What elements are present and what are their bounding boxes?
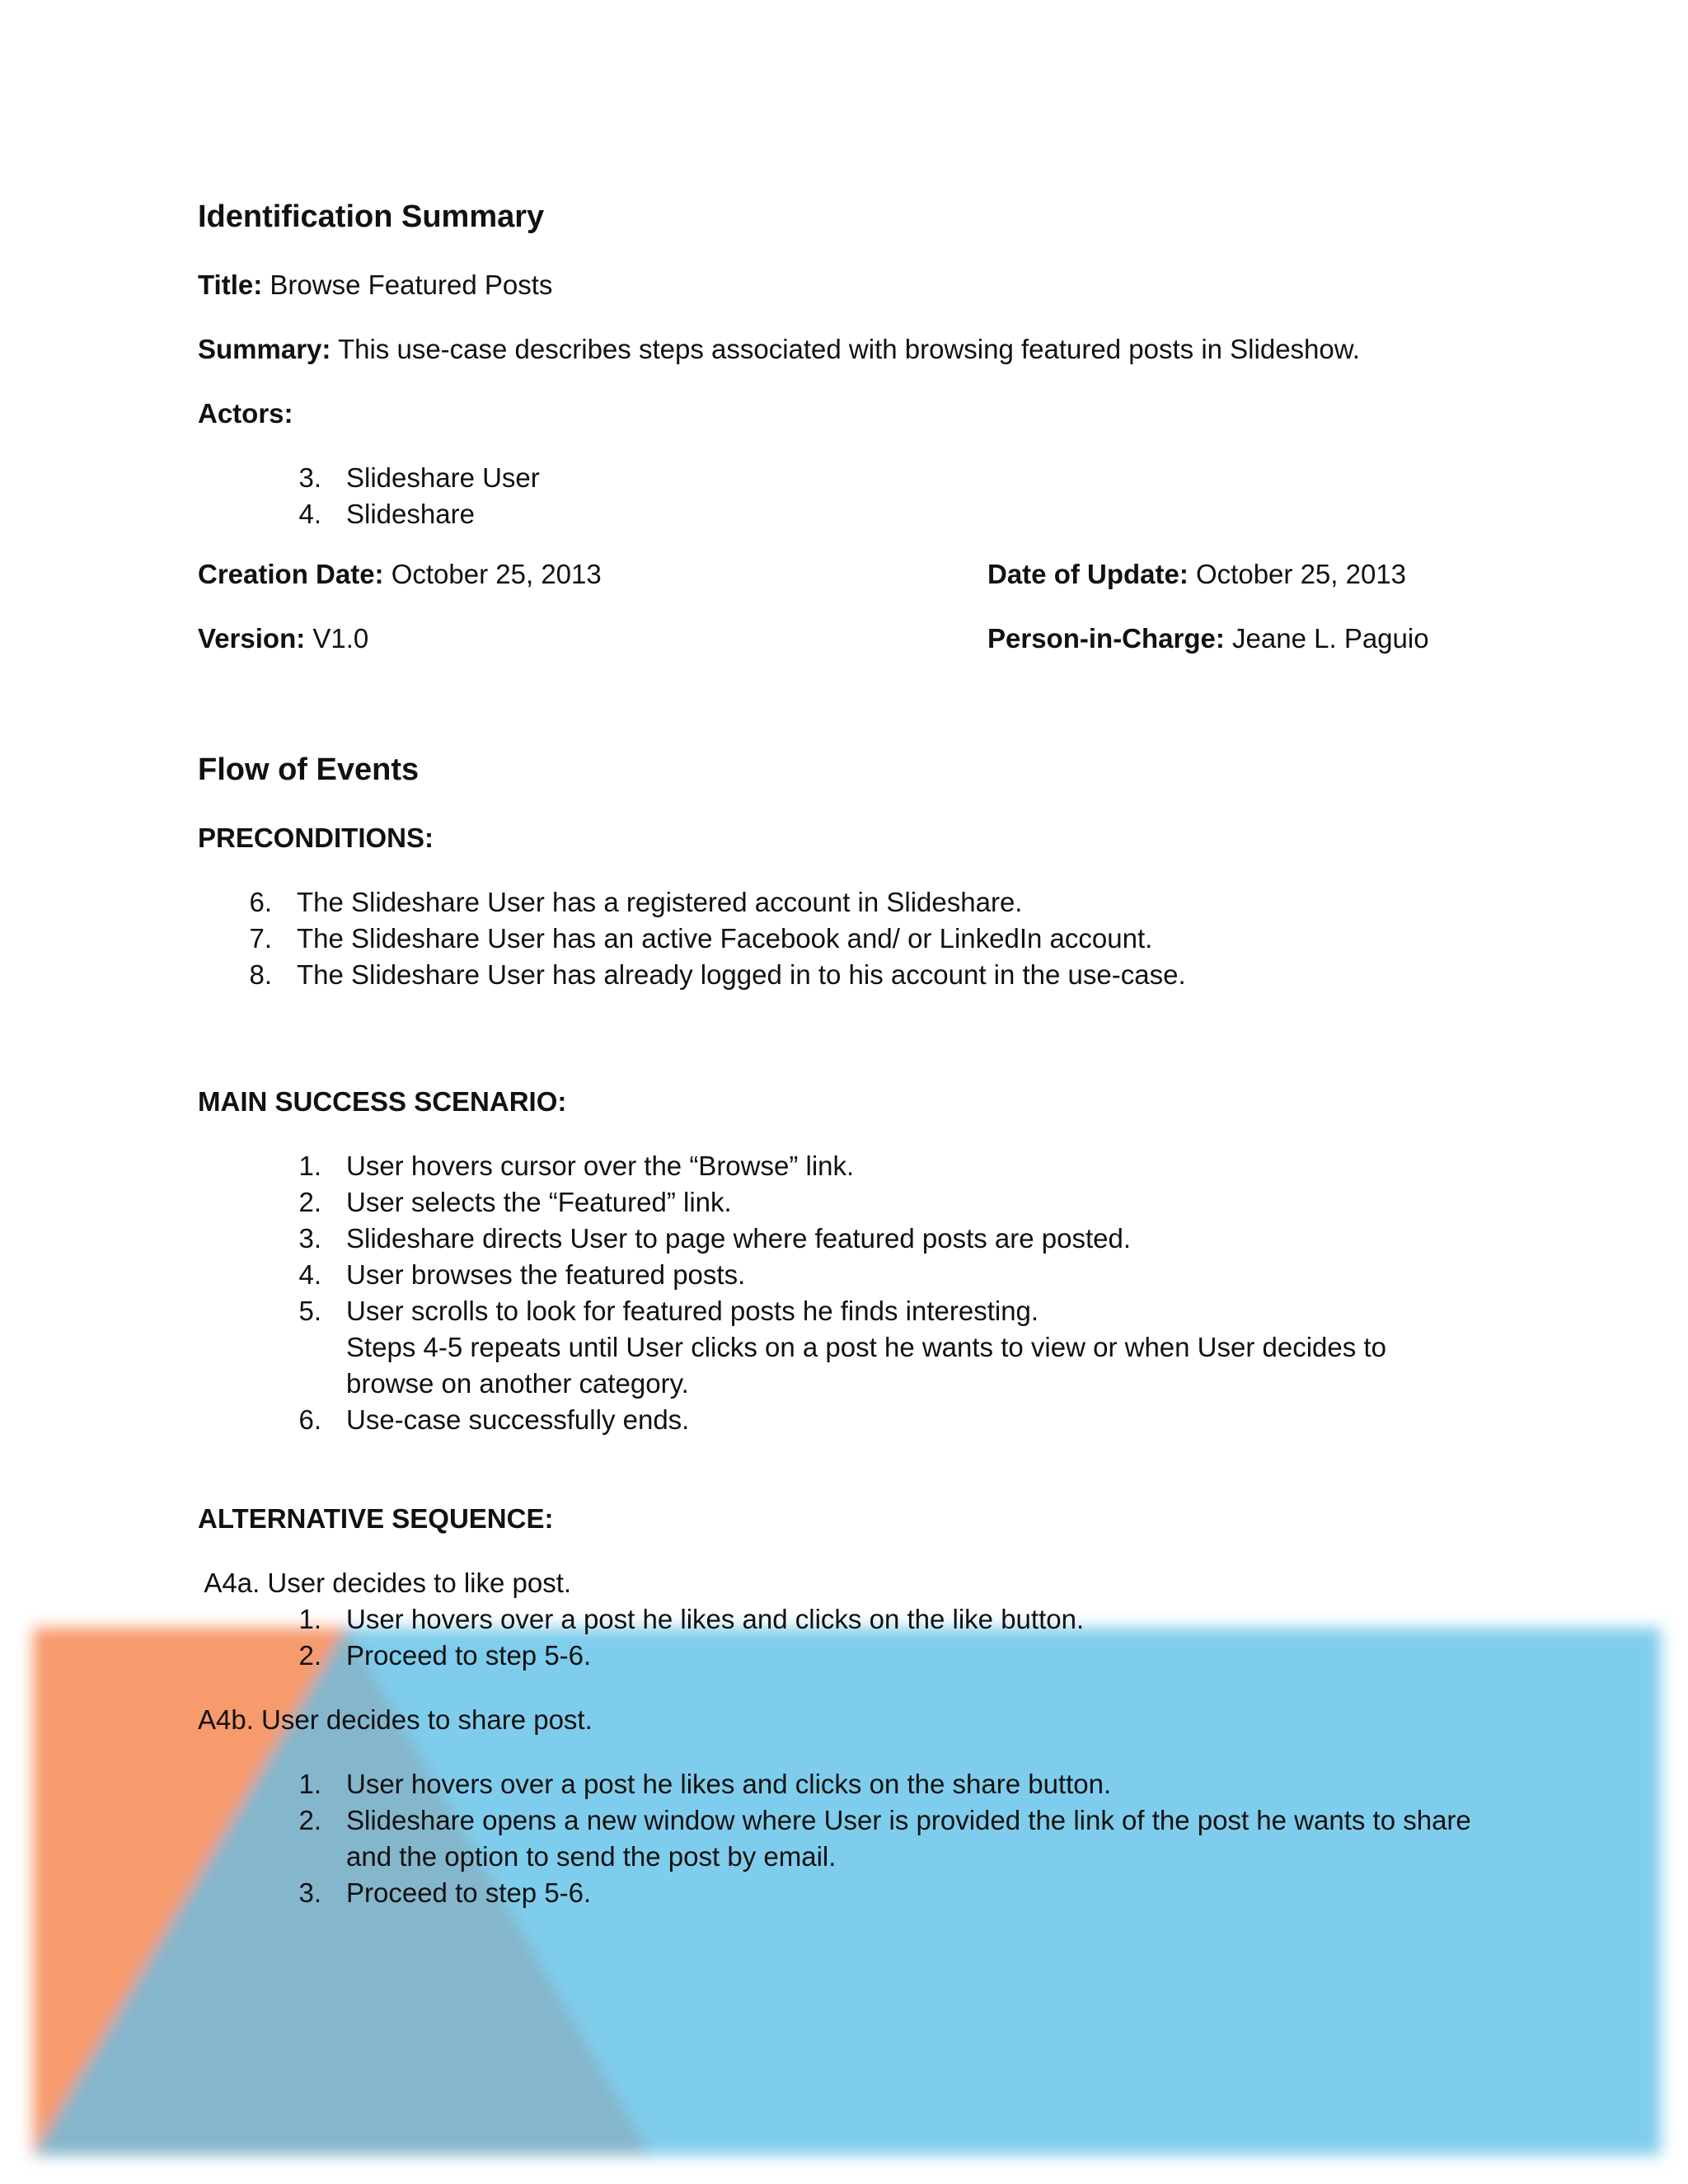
main-scenario-label: MAIN SUCCESS SCENARIO:	[198, 1086, 567, 1117]
alternative-sequence-label: ALTERNATIVE SEQUENCE:	[198, 1503, 554, 1534]
person-label: Person-in-Charge:	[987, 623, 1225, 654]
person-row	[987, 621, 1429, 657]
version-row	[198, 621, 368, 657]
identification-heading: Identification Summary	[198, 199, 545, 234]
alt-a-title: A4a. User decides to like post.	[198, 1568, 572, 1598]
creation-date-value: October 25, 2013	[391, 559, 602, 589]
flow-heading: Flow of Events	[198, 752, 420, 787]
summary-label: Summary:	[198, 334, 331, 364]
alt-b-continuation: and the option to send the post by email.	[346, 1841, 837, 1872]
preconditions-label: PRECONDITIONS:	[198, 823, 434, 853]
title-label: Title:	[198, 269, 263, 300]
summary-row	[198, 331, 1360, 368]
version-label: Version:	[198, 623, 306, 654]
main-note-line-1: Steps 4-5 repeats until User clicks on a post he wants to view or when User decides to	[346, 1332, 1386, 1362]
update-date-row	[987, 556, 1406, 593]
alt-b-title: A4b. User decides to share post.	[198, 1704, 593, 1735]
main-note-line-2: browse on another category.	[346, 1368, 689, 1399]
person-value: Jeane L. Paguio	[1232, 623, 1429, 654]
title-row	[198, 267, 552, 303]
summary-value: This use-case describes steps associated with browsing featured posts in Slideshow.	[337, 334, 1360, 364]
title-value: Browse Featured Posts	[270, 269, 553, 300]
update-date-label: Date of Update:	[987, 559, 1189, 589]
version-value: V1.0	[312, 623, 369, 654]
actors-label: Actors:	[198, 398, 293, 429]
document-page: Identification Summary Title: Browse Featured Posts Summary: This use-case describes steps associated with browsing featured posts in Slideshow. Actors: 3. Slideshare User 4. Slideshare Creation Date: October 25, 2013 Date of Update: October 25, 2013 Version: V1.0 Person-in-Charge: Jeane L. Paguio Flow of Events PRECONDITIONS: 6. The Slideshare User has a registered account in Slideshare. 7. The Slideshare User has an active Facebook and/ or LinkedIn account. 8. The Slideshare User has already logged in to his account in the use-case. MAIN SUCCESS SCENARIO: 1. User hovers cursor over the “Browse” link. 2. User selects the “Featured” link. 3. Slideshare directs User to page where featured posts are posted. 4. User browses the featured posts. 5. User scrolls to look for featured posts he finds interesting. Steps 4-5 repeats until User clicks on a post he wants to view or when User decides to browse on another category. 6. Use-case successfully ends. ALTERNATIVE SEQUENCE: A4a. User decides to like post. 1. User hovers over a post he likes and clicks on the like button. 2. Proceed to step 5-6. A4b. User decides to share post. 1. User hovers over a post he likes and clicks on the share button. 2. Slideshare opens a new window where User is provided the link of the post he wants to share and the option to send the post by email. 3. Proceed to step 5-6.	[198, 199, 1471, 1908]
creation-date-label: Creation Date:	[198, 559, 384, 589]
update-date-value: October 25, 2013	[1196, 559, 1407, 589]
creation-date-row	[198, 556, 602, 593]
